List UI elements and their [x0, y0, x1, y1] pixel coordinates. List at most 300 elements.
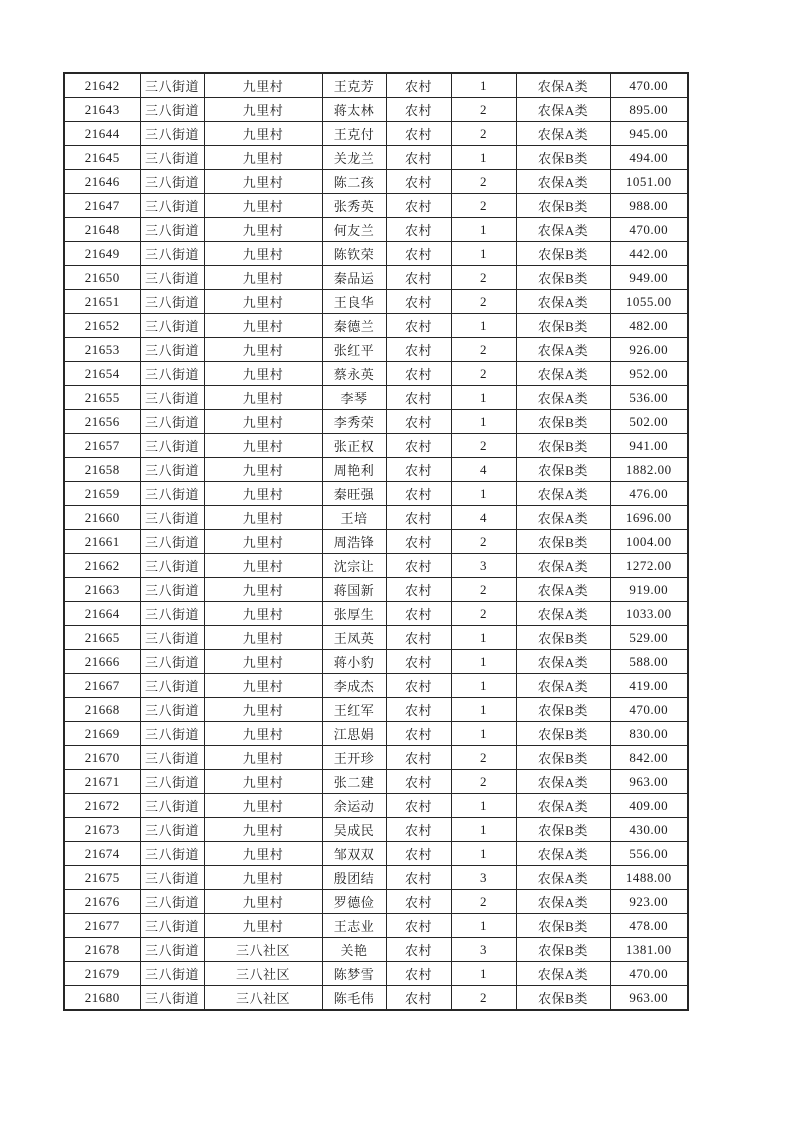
cell-street: 三八街道	[140, 218, 204, 242]
cell-insurance-category: 农保B类	[516, 434, 610, 458]
cell-amount: 963.00	[610, 770, 688, 794]
table-row	[64, 98, 688, 122]
table-row	[64, 554, 688, 578]
cell-village: 九里村	[204, 770, 322, 794]
cell-street: 三八街道	[140, 698, 204, 722]
cell-street: 三八街道	[140, 530, 204, 554]
cell-residence-type: 农村	[386, 818, 451, 842]
cell-person-name: 张正权	[322, 434, 386, 458]
cell-person-count: 2	[451, 170, 516, 194]
cell-village: 九里村	[204, 794, 322, 818]
table-row	[64, 530, 688, 554]
cell-person-name: 李琴	[322, 386, 386, 410]
cell-village: 九里村	[204, 434, 322, 458]
cell-street: 三八街道	[140, 410, 204, 434]
cell-person-count: 1	[451, 818, 516, 842]
cell-street: 三八街道	[140, 386, 204, 410]
cell-record-id: 21668	[64, 698, 140, 722]
cell-residence-type: 农村	[386, 482, 451, 506]
table-row	[64, 242, 688, 266]
cell-person-name: 陈毛伟	[322, 986, 386, 1011]
cell-residence-type: 农村	[386, 362, 451, 386]
cell-street: 三八街道	[140, 146, 204, 170]
table-row	[64, 290, 688, 314]
cell-record-id: 21671	[64, 770, 140, 794]
cell-village: 九里村	[204, 458, 322, 482]
cell-insurance-category: 农保B类	[516, 458, 610, 482]
cell-residence-type: 农村	[386, 962, 451, 986]
table-row	[64, 362, 688, 386]
cell-person-count: 1	[451, 962, 516, 986]
cell-amount: 1051.00	[610, 170, 688, 194]
cell-street: 三八街道	[140, 338, 204, 362]
cell-person-name: 王良华	[322, 290, 386, 314]
cell-insurance-category: 农保B类	[516, 746, 610, 770]
cell-insurance-category: 农保A类	[516, 122, 610, 146]
cell-residence-type: 农村	[386, 458, 451, 482]
cell-village: 九里村	[204, 122, 322, 146]
table-row	[64, 770, 688, 794]
cell-record-id: 21680	[64, 986, 140, 1011]
cell-residence-type: 农村	[386, 506, 451, 530]
cell-residence-type: 农村	[386, 146, 451, 170]
cell-street: 三八街道	[140, 194, 204, 218]
cell-person-count: 1	[451, 73, 516, 98]
cell-person-name: 蒋太林	[322, 98, 386, 122]
cell-village: 九里村	[204, 578, 322, 602]
cell-person-count: 1	[451, 650, 516, 674]
table-row	[64, 410, 688, 434]
cell-person-count: 3	[451, 554, 516, 578]
cell-amount: 895.00	[610, 98, 688, 122]
table-row	[64, 218, 688, 242]
table-row	[64, 458, 688, 482]
cell-person-count: 3	[451, 938, 516, 962]
cell-person-name: 陈二孩	[322, 170, 386, 194]
cell-amount: 988.00	[610, 194, 688, 218]
cell-street: 三八街道	[140, 98, 204, 122]
cell-street: 三八街道	[140, 770, 204, 794]
cell-residence-type: 农村	[386, 290, 451, 314]
cell-record-id: 21645	[64, 146, 140, 170]
cell-person-name: 张二建	[322, 770, 386, 794]
cell-residence-type: 农村	[386, 986, 451, 1011]
cell-person-count: 2	[451, 890, 516, 914]
cell-amount: 1381.00	[610, 938, 688, 962]
cell-person-count: 1	[451, 626, 516, 650]
cell-village: 三八社区	[204, 986, 322, 1011]
cell-record-id: 21653	[64, 338, 140, 362]
cell-residence-type: 农村	[386, 194, 451, 218]
table-row	[64, 866, 688, 890]
table-row	[64, 602, 688, 626]
cell-record-id: 21654	[64, 362, 140, 386]
cell-residence-type: 农村	[386, 626, 451, 650]
cell-village: 九里村	[204, 98, 322, 122]
cell-amount: 842.00	[610, 746, 688, 770]
cell-record-id: 21663	[64, 578, 140, 602]
cell-residence-type: 农村	[386, 242, 451, 266]
cell-residence-type: 农村	[386, 698, 451, 722]
cell-insurance-category: 农保A类	[516, 218, 610, 242]
cell-person-name: 王克芳	[322, 73, 386, 98]
cell-record-id: 21664	[64, 602, 140, 626]
cell-street: 三八街道	[140, 938, 204, 962]
cell-insurance-category: 农保A类	[516, 170, 610, 194]
cell-person-name: 秦品运	[322, 266, 386, 290]
cell-street: 三八街道	[140, 746, 204, 770]
cell-amount: 476.00	[610, 482, 688, 506]
table-row	[64, 146, 688, 170]
cell-person-name: 王志业	[322, 914, 386, 938]
cell-street: 三八街道	[140, 818, 204, 842]
cell-insurance-category: 农保B类	[516, 818, 610, 842]
cell-person-name: 秦德兰	[322, 314, 386, 338]
cell-person-name: 邹双双	[322, 842, 386, 866]
cell-village: 九里村	[204, 146, 322, 170]
cell-village: 九里村	[204, 290, 322, 314]
cell-residence-type: 农村	[386, 650, 451, 674]
cell-record-id: 21657	[64, 434, 140, 458]
cell-record-id: 21647	[64, 194, 140, 218]
table-row	[64, 698, 688, 722]
cell-record-id: 21667	[64, 674, 140, 698]
cell-street: 三八街道	[140, 962, 204, 986]
cell-amount: 536.00	[610, 386, 688, 410]
cell-village: 九里村	[204, 842, 322, 866]
cell-residence-type: 农村	[386, 314, 451, 338]
cell-record-id: 21642	[64, 73, 140, 98]
cell-record-id: 21669	[64, 722, 140, 746]
cell-person-count: 1	[451, 386, 516, 410]
cell-amount: 478.00	[610, 914, 688, 938]
cell-insurance-category: 农保B类	[516, 938, 610, 962]
cell-person-name: 罗德俭	[322, 890, 386, 914]
cell-person-name: 李成杰	[322, 674, 386, 698]
cell-street: 三八街道	[140, 986, 204, 1011]
table-row	[64, 626, 688, 650]
cell-record-id: 21677	[64, 914, 140, 938]
cell-village: 九里村	[204, 722, 322, 746]
cell-person-name: 何友兰	[322, 218, 386, 242]
cell-residence-type: 农村	[386, 122, 451, 146]
cell-village: 九里村	[204, 626, 322, 650]
cell-village: 九里村	[204, 674, 322, 698]
table-row	[64, 482, 688, 506]
cell-amount: 941.00	[610, 434, 688, 458]
cell-record-id: 21646	[64, 170, 140, 194]
cell-village: 九里村	[204, 482, 322, 506]
cell-village: 三八社区	[204, 962, 322, 986]
cell-record-id: 21666	[64, 650, 140, 674]
cell-insurance-category: 农保B类	[516, 530, 610, 554]
cell-person-name: 余运动	[322, 794, 386, 818]
cell-residence-type: 农村	[386, 386, 451, 410]
cell-street: 三八街道	[140, 482, 204, 506]
cell-insurance-category: 农保A类	[516, 506, 610, 530]
cell-village: 九里村	[204, 506, 322, 530]
cell-amount: 1033.00	[610, 602, 688, 626]
cell-village: 九里村	[204, 73, 322, 98]
table-row	[64, 338, 688, 362]
cell-person-name: 沈宗让	[322, 554, 386, 578]
cell-person-count: 2	[451, 602, 516, 626]
cell-amount: 470.00	[610, 698, 688, 722]
cell-record-id: 21675	[64, 866, 140, 890]
cell-amount: 470.00	[610, 218, 688, 242]
cell-residence-type: 农村	[386, 794, 451, 818]
cell-person-count: 1	[451, 794, 516, 818]
cell-record-id: 21656	[64, 410, 140, 434]
cell-person-name: 张秀英	[322, 194, 386, 218]
cell-amount: 442.00	[610, 242, 688, 266]
cell-amount: 494.00	[610, 146, 688, 170]
cell-amount: 409.00	[610, 794, 688, 818]
cell-person-name: 王开珍	[322, 746, 386, 770]
cell-village: 九里村	[204, 242, 322, 266]
cell-village: 九里村	[204, 914, 322, 938]
cell-amount: 919.00	[610, 578, 688, 602]
table-row	[64, 962, 688, 986]
cell-residence-type: 农村	[386, 434, 451, 458]
table-row	[64, 434, 688, 458]
cell-person-count: 2	[451, 578, 516, 602]
cell-insurance-category: 农保B类	[516, 722, 610, 746]
table-row	[64, 890, 688, 914]
cell-person-name: 蒋国新	[322, 578, 386, 602]
cell-street: 三八街道	[140, 458, 204, 482]
cell-amount: 1488.00	[610, 866, 688, 890]
cell-record-id: 21679	[64, 962, 140, 986]
cell-person-name: 张厚生	[322, 602, 386, 626]
cell-insurance-category: 农保A类	[516, 842, 610, 866]
cell-amount: 1055.00	[610, 290, 688, 314]
cell-insurance-category: 农保A类	[516, 578, 610, 602]
cell-insurance-category: 农保A类	[516, 770, 610, 794]
cell-residence-type: 农村	[386, 218, 451, 242]
table-row	[64, 266, 688, 290]
cell-amount: 1272.00	[610, 554, 688, 578]
cell-village: 九里村	[204, 866, 322, 890]
cell-insurance-category: 农保A类	[516, 386, 610, 410]
cell-person-name: 江思娟	[322, 722, 386, 746]
cell-person-count: 1	[451, 842, 516, 866]
cell-person-count: 2	[451, 290, 516, 314]
cell-residence-type: 农村	[386, 410, 451, 434]
cell-person-count: 2	[451, 266, 516, 290]
cell-record-id: 21672	[64, 794, 140, 818]
cell-person-name: 张红平	[322, 338, 386, 362]
cell-residence-type: 农村	[386, 770, 451, 794]
table-row	[64, 818, 688, 842]
cell-person-count: 2	[451, 746, 516, 770]
cell-insurance-category: 农保B类	[516, 146, 610, 170]
cell-person-count: 2	[451, 98, 516, 122]
cell-insurance-category: 农保B类	[516, 194, 610, 218]
cell-person-count: 3	[451, 866, 516, 890]
cell-residence-type: 农村	[386, 722, 451, 746]
cell-village: 九里村	[204, 362, 322, 386]
table-row	[64, 674, 688, 698]
cell-village: 九里村	[204, 218, 322, 242]
cell-person-count: 2	[451, 194, 516, 218]
cell-record-id: 21644	[64, 122, 140, 146]
cell-insurance-category: 农保A类	[516, 98, 610, 122]
cell-residence-type: 农村	[386, 602, 451, 626]
cell-street: 三八街道	[140, 626, 204, 650]
cell-person-count: 2	[451, 122, 516, 146]
cell-record-id: 21673	[64, 818, 140, 842]
cell-insurance-category: 农保B类	[516, 986, 610, 1011]
cell-record-id: 21670	[64, 746, 140, 770]
cell-street: 三八街道	[140, 122, 204, 146]
table-row	[64, 938, 688, 962]
cell-village: 九里村	[204, 554, 322, 578]
cell-person-name: 殷团结	[322, 866, 386, 890]
cell-insurance-category: 农保A类	[516, 650, 610, 674]
cell-street: 三八街道	[140, 242, 204, 266]
cell-amount: 945.00	[610, 122, 688, 146]
cell-person-name: 关艳	[322, 938, 386, 962]
cell-person-count: 4	[451, 506, 516, 530]
cell-insurance-category: 农保A类	[516, 554, 610, 578]
cell-street: 三八街道	[140, 578, 204, 602]
cell-village: 九里村	[204, 266, 322, 290]
cell-record-id: 21655	[64, 386, 140, 410]
cell-amount: 963.00	[610, 986, 688, 1011]
cell-village: 九里村	[204, 338, 322, 362]
cell-insurance-category: 农保B类	[516, 698, 610, 722]
cell-amount: 502.00	[610, 410, 688, 434]
cell-street: 三八街道	[140, 602, 204, 626]
cell-person-count: 1	[451, 146, 516, 170]
cell-person-count: 2	[451, 986, 516, 1011]
cell-person-name: 吴成民	[322, 818, 386, 842]
cell-person-name: 关龙兰	[322, 146, 386, 170]
cell-amount: 419.00	[610, 674, 688, 698]
cell-amount: 952.00	[610, 362, 688, 386]
table-row	[64, 386, 688, 410]
cell-person-count: 4	[451, 458, 516, 482]
cell-person-name: 周浩锋	[322, 530, 386, 554]
cell-insurance-category: 农保B类	[516, 266, 610, 290]
cell-amount: 1004.00	[610, 530, 688, 554]
cell-village: 九里村	[204, 650, 322, 674]
cell-village: 九里村	[204, 410, 322, 434]
table-row	[64, 842, 688, 866]
table-row	[64, 122, 688, 146]
cell-residence-type: 农村	[386, 842, 451, 866]
table-row	[64, 506, 688, 530]
cell-insurance-category: 农保A类	[516, 674, 610, 698]
cell-street: 三八街道	[140, 674, 204, 698]
cell-amount: 430.00	[610, 818, 688, 842]
table-row	[64, 746, 688, 770]
cell-insurance-category: 农保A类	[516, 890, 610, 914]
table-row	[64, 73, 688, 98]
cell-amount: 470.00	[610, 962, 688, 986]
cell-village: 九里村	[204, 746, 322, 770]
cell-person-count: 2	[451, 434, 516, 458]
cell-record-id: 21648	[64, 218, 140, 242]
cell-person-count: 2	[451, 530, 516, 554]
cell-residence-type: 农村	[386, 938, 451, 962]
cell-person-count: 1	[451, 914, 516, 938]
cell-insurance-category: 农保A类	[516, 290, 610, 314]
cell-village: 九里村	[204, 530, 322, 554]
cell-village: 九里村	[204, 386, 322, 410]
cell-residence-type: 农村	[386, 746, 451, 770]
cell-record-id: 21662	[64, 554, 140, 578]
cell-village: 三八社区	[204, 938, 322, 962]
cell-person-name: 蔡永英	[322, 362, 386, 386]
cell-insurance-category: 农保A类	[516, 602, 610, 626]
cell-person-count: 2	[451, 362, 516, 386]
table-row	[64, 314, 688, 338]
cell-residence-type: 农村	[386, 674, 451, 698]
cell-record-id: 21650	[64, 266, 140, 290]
cell-record-id: 21651	[64, 290, 140, 314]
table-row	[64, 170, 688, 194]
cell-person-count: 1	[451, 314, 516, 338]
cell-amount: 529.00	[610, 626, 688, 650]
cell-insurance-category: 农保B类	[516, 626, 610, 650]
cell-street: 三八街道	[140, 794, 204, 818]
cell-person-count: 2	[451, 338, 516, 362]
cell-street: 三八街道	[140, 650, 204, 674]
cell-residence-type: 农村	[386, 890, 451, 914]
table-row	[64, 986, 688, 1011]
cell-amount: 482.00	[610, 314, 688, 338]
cell-person-name: 陈钦荣	[322, 242, 386, 266]
cell-person-count: 1	[451, 698, 516, 722]
cell-village: 九里村	[204, 698, 322, 722]
cell-residence-type: 农村	[386, 73, 451, 98]
cell-residence-type: 农村	[386, 338, 451, 362]
cell-person-name: 周艳利	[322, 458, 386, 482]
cell-amount: 923.00	[610, 890, 688, 914]
cell-record-id: 21643	[64, 98, 140, 122]
cell-street: 三八街道	[140, 914, 204, 938]
cell-person-name: 陈梦雪	[322, 962, 386, 986]
cell-village: 九里村	[204, 194, 322, 218]
cell-insurance-category: 农保B类	[516, 242, 610, 266]
cell-insurance-category: 农保A类	[516, 866, 610, 890]
cell-insurance-category: 农保A类	[516, 962, 610, 986]
cell-person-count: 2	[451, 770, 516, 794]
cell-person-count: 1	[451, 482, 516, 506]
cell-street: 三八街道	[140, 290, 204, 314]
cell-person-name: 王克付	[322, 122, 386, 146]
cell-record-id: 21676	[64, 890, 140, 914]
pension-records-table	[63, 72, 689, 1011]
cell-residence-type: 农村	[386, 170, 451, 194]
cell-street: 三八街道	[140, 266, 204, 290]
cell-record-id: 21658	[64, 458, 140, 482]
cell-record-id: 21665	[64, 626, 140, 650]
cell-record-id: 21661	[64, 530, 140, 554]
cell-person-name: 王红军	[322, 698, 386, 722]
cell-village: 九里村	[204, 818, 322, 842]
cell-residence-type: 农村	[386, 98, 451, 122]
cell-street: 三八街道	[140, 842, 204, 866]
cell-insurance-category: 农保B类	[516, 314, 610, 338]
cell-amount: 949.00	[610, 266, 688, 290]
cell-street: 三八街道	[140, 434, 204, 458]
cell-village: 九里村	[204, 314, 322, 338]
cell-residence-type: 农村	[386, 578, 451, 602]
cell-record-id: 21652	[64, 314, 140, 338]
